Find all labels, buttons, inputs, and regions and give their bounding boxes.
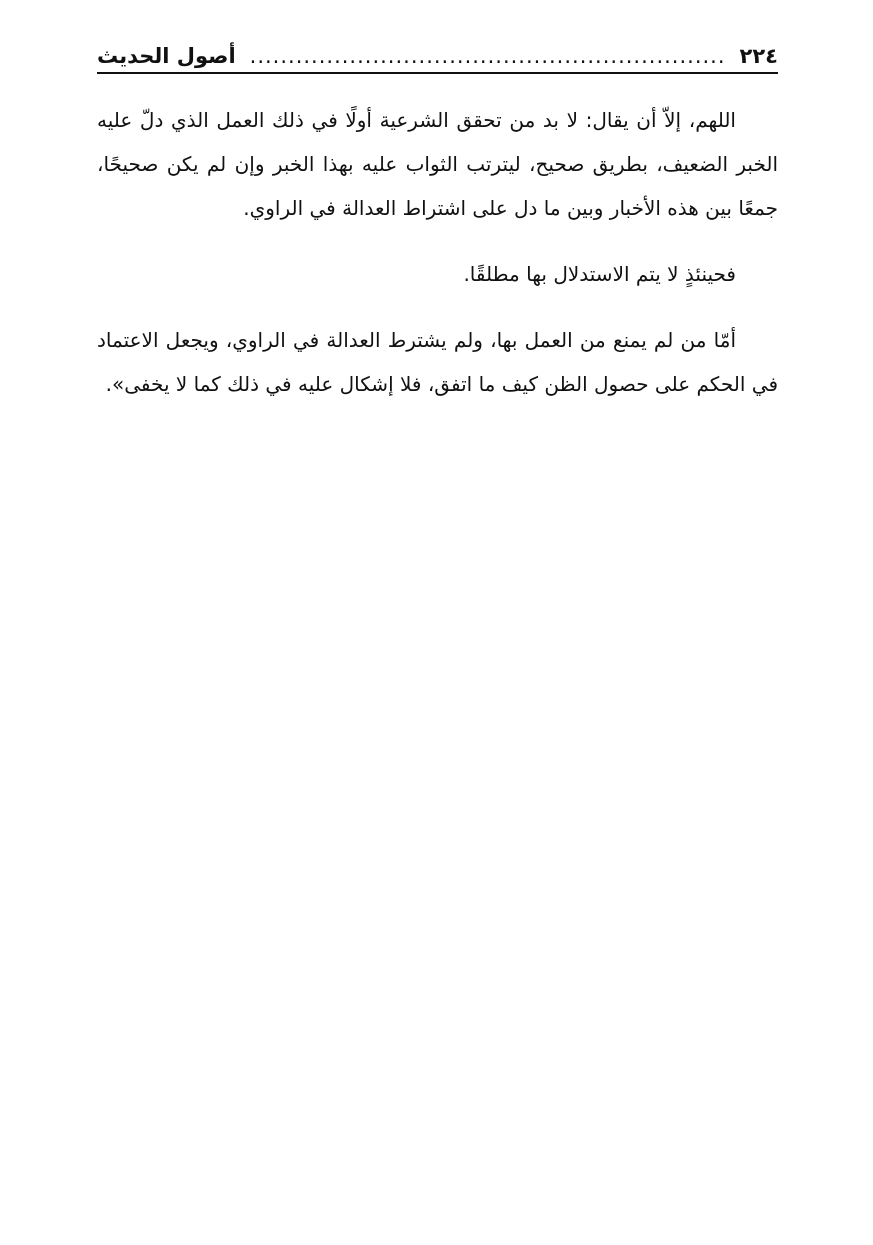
body-text (97, 98, 778, 406)
paragraph-3: أمّا من لم يمنع من العمل بها، ولم يشترط العدالة في الراوي، ويجعل الاعتماد في الحكم على حصول الظن كيف ما اتفق، فلا إشكال عليه في ذلك كما لا يخفى». (97, 328, 778, 396)
page-number: ٢٢٤ (739, 44, 778, 68)
paragraph-1: اللهم، إلاّ أن يقال: لا بد من تحقق الشرعية أولًا في ذلك العمل الذي دلّ عليه الخبر الضعيف، بطريق صحيح، ليترتب الثواب عليه بهذا الخبر وإن لم يكن صحيحًا، جمعًا بين هذه الأخبار وبين ما دل على اشتراط العدالة في الراوي. (97, 108, 778, 220)
paragraph-2: فحينئذٍ لا يتم الاستدلال بها مطلقًا. (463, 262, 736, 286)
running-header (97, 38, 778, 74)
header-leader-dots: .............................................................. (249, 44, 726, 68)
book-title: أصول الحديث (97, 44, 236, 68)
